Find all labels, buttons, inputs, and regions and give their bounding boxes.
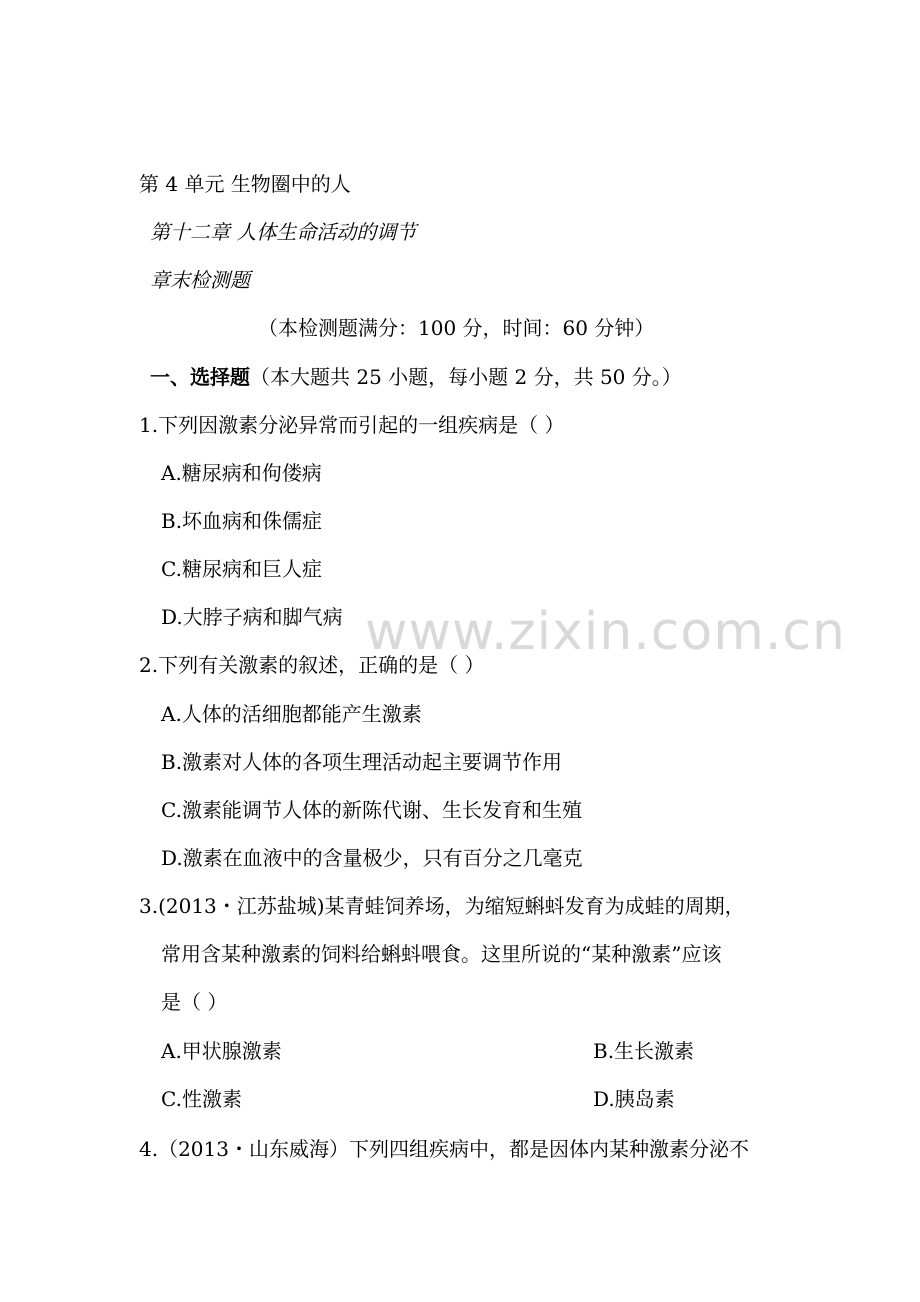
question-2-option-b: B.激素对人体的各项生理活动起主要调节作用 xyxy=(161,750,563,774)
question-4-stem: 4.（2013・山东威海）下列四组疾病中，都是因体内某种激素分泌不 xyxy=(139,1137,749,1161)
section-label: 一、选择题 xyxy=(150,365,250,389)
question-3-option-a: A.甲状腺激素 xyxy=(161,1039,282,1063)
question-1-option-d: D.大脖子病和脚气病 xyxy=(161,605,343,629)
watermark: www.zixin.com.cn xyxy=(365,602,846,662)
question-3-stem-line-1: 3.(2013・江苏盐城)某青蛙饲养场，为缩短蝌蚪发育为成蛙的周期， xyxy=(139,894,745,918)
question-3-stem-line-3: 是（ ） xyxy=(161,990,228,1014)
question-3-option-c: C.性激素 xyxy=(161,1087,242,1111)
question-2-option-d: D.激素在血液中的含量极少，只有百分之几毫克 xyxy=(161,846,583,870)
chapter-title: 第十二章 人体生命活动的调节 xyxy=(150,220,417,244)
question-1-stem: 1.下列因激素分泌异常而引起的一组疾病是（ ） xyxy=(139,413,565,437)
question-1-option-c: C.糖尿病和巨人症 xyxy=(161,557,322,581)
test-title: 章末检测题 xyxy=(150,268,250,292)
section-note: （本大题共 25 小题，每小题 2 分，共 50 分。） xyxy=(250,365,682,389)
question-1-option-a: A.糖尿病和佝偻病 xyxy=(161,461,322,485)
question-1-option-b: B.坏血病和侏儒症 xyxy=(161,509,323,533)
question-2-option-a: A.人体的活细胞都能产生激素 xyxy=(161,702,422,726)
question-3-stem-line-2: 常用含某种激素的饲料给蝌蚪喂食。这里所说的“某种激素”应该 xyxy=(161,942,722,966)
question-2-option-c: C.激素能调节人体的新陈代谢、生长发育和生殖 xyxy=(161,798,582,822)
unit-title: 第 4 单元 生物圈中的人 xyxy=(139,172,351,196)
question-3-option-d: D.胰岛素 xyxy=(593,1087,675,1111)
question-2-stem: 2.下列有关激素的叙述，正确的是（ ） xyxy=(139,653,485,677)
test-info: （本检测题满分：100 分，时间：60 分钟） xyxy=(258,316,655,340)
question-3-option-b: B.生长激素 xyxy=(593,1039,695,1063)
section-heading xyxy=(150,364,682,390)
